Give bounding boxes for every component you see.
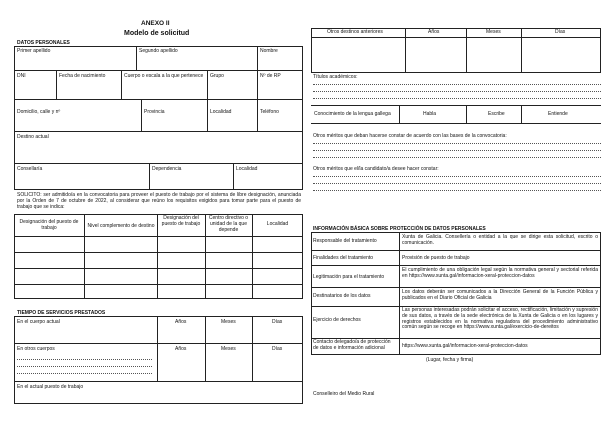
prot-value-contacto: https://www.xunta.gal/informacion-xeral-proteccion-datos — [402, 343, 528, 349]
col-localidad: Localidad — [266, 221, 289, 227]
page-title: Modelo de solicitud — [124, 30, 190, 37]
col-designacion: Designación del puesto de trabajo — [19, 219, 79, 231]
label-dias-r: Días — [555, 29, 566, 35]
label-anos-2: Años — [175, 346, 187, 352]
servicios-section-title: TIEMPO DE SERVICIOS PRESTADOS — [17, 310, 106, 316]
label-telefono: Teléfono — [260, 109, 279, 115]
label-localidad: Localidad — [210, 109, 232, 115]
annex-label: ANEXO II — [141, 20, 170, 27]
prot-value-legitimacion: El cumplimiento de una obligación legal según la normativa general y sectorial referida en https://www.xunta.gal/informacion-xeral-proteccion-datos — [402, 267, 598, 279]
proteccion-title: INFORMACIÓN BÁSICA SOBRE PROTECCIÓN DE DATOS PERSONALES — [313, 226, 486, 232]
label-provincia: Provincia — [144, 109, 165, 115]
label-segundo-apellido: Segundo apellido — [139, 48, 178, 54]
label-entiende: Entiende — [548, 111, 568, 117]
solicito-text: SOLICITO: ser admitido/a en la convocatoria para proveer el puesto de trabajo por el sistema de libre designación, anunciada por la Orden de 7 de octubre de 2022, al considerar que reúno los requisitos exigidos para tomar parte para el puesto de trabajo que se indica: — [17, 192, 301, 210]
label-otros-destinos: Otros destinos anteriores — [327, 29, 383, 35]
label-consellaria: Consellaría — [17, 166, 43, 172]
label-meses-1: Meses — [221, 319, 236, 325]
label-puesto-actual: En el actual puesto de trabajo — [17, 384, 84, 390]
label-nrp: Nº de RP — [260, 73, 281, 79]
col-centro-directivo: Centro directivo o unidad de la que depende — [208, 215, 249, 233]
label-domicilio: Domicilio, calle y nº — [17, 109, 61, 115]
label-dependencia: Dependencia — [152, 166, 182, 172]
label-cuerpo-actual: En el cuerpo actual — [17, 319, 60, 325]
label-meses-2: Meses — [221, 346, 236, 352]
conselleiro-label: Conselleiro del Medio Rural — [313, 391, 375, 397]
prot-label-contacto: Contacto delegado/a de protección de datos e información adicional — [313, 339, 391, 351]
label-gallego: Conocimiento de la lengua gallega — [314, 111, 391, 117]
label-otros-meritos: Otros méritos que el/la candidato/a desee hacer constar: — [313, 166, 439, 172]
col-designacion-2: Designación del puesto de trabajo — [161, 215, 201, 227]
label-dias-2: Días — [272, 346, 283, 352]
prot-value-responsable: Xunta de Galicia. Consellería o entidad a la que se dirige esta solicitud, escrito o comunicación. — [402, 234, 598, 246]
label-meritos: Otros méritos que deban hacerse constar de acuerdo con las bases de la convocatoria: — [313, 133, 507, 139]
label-anos-r: Años — [428, 29, 440, 35]
prot-label-finalidades: Finalidades del tratamiento — [313, 255, 374, 261]
label-escribe: Escribe — [488, 111, 505, 117]
lugar-fecha-firma: (Lugar, fecha y firma) — [426, 357, 474, 363]
servicios-box — [14, 316, 303, 404]
prot-label-responsable: Responsable del tratamiento — [313, 238, 377, 244]
label-nombre: Nombre — [260, 48, 278, 54]
label-dni: DNI — [17, 73, 26, 79]
label-titulos: Títulos académicos: — [313, 74, 358, 80]
label-otros-cuerpos: En otros cuerpos — [17, 346, 55, 352]
label-anos-1: Años — [175, 319, 187, 325]
prot-value-finalidades: Provisión de puesto de trabajo — [402, 255, 470, 261]
label-dias-1: Días — [272, 319, 283, 325]
label-destino-actual: Destino actual — [17, 134, 49, 140]
label-cuerpo-escala: Cuerpo o escala a la que pertenece — [124, 73, 204, 79]
prot-value-destinatarios: Los datos deberán ser comunicados a la Dirección General de la Función Pública y publicados en el Diario Oficial de Galicia — [402, 289, 598, 301]
col-nivel: Nivel complemento de destino — [87, 223, 155, 229]
label-localidad-2: Localidad — [236, 166, 258, 172]
prot-label-legitimacion: Legitimación para el tratamiento — [313, 274, 385, 280]
prot-label-derechos: Ejercicio de derechos — [313, 317, 361, 323]
label-habla: Habla — [423, 111, 437, 117]
personal-section-title: DATOS PERSONALES — [17, 40, 70, 46]
label-grupo: Grupo — [210, 73, 224, 79]
label-fecha-nacimiento: Fecha de nacimiento — [59, 73, 106, 79]
label-meses-r: Meses — [486, 29, 501, 35]
prot-label-destinatarios: Destinatarios de los datos — [313, 293, 371, 299]
label-primer-apellido: Primer apellido — [17, 48, 51, 54]
prot-value-derechos: Las personas interesadas podrán solicitar el acceso, rectificación, limitación y supresión de sus datos, a través de la sede electrónica de la Xunta de Galicia o en los lugares y registros establecidos en la normativa reguladora del procedimiento administrativo común según se recoge en https://www.xunta.gal/exercicio-de-dereitos — [402, 307, 598, 331]
